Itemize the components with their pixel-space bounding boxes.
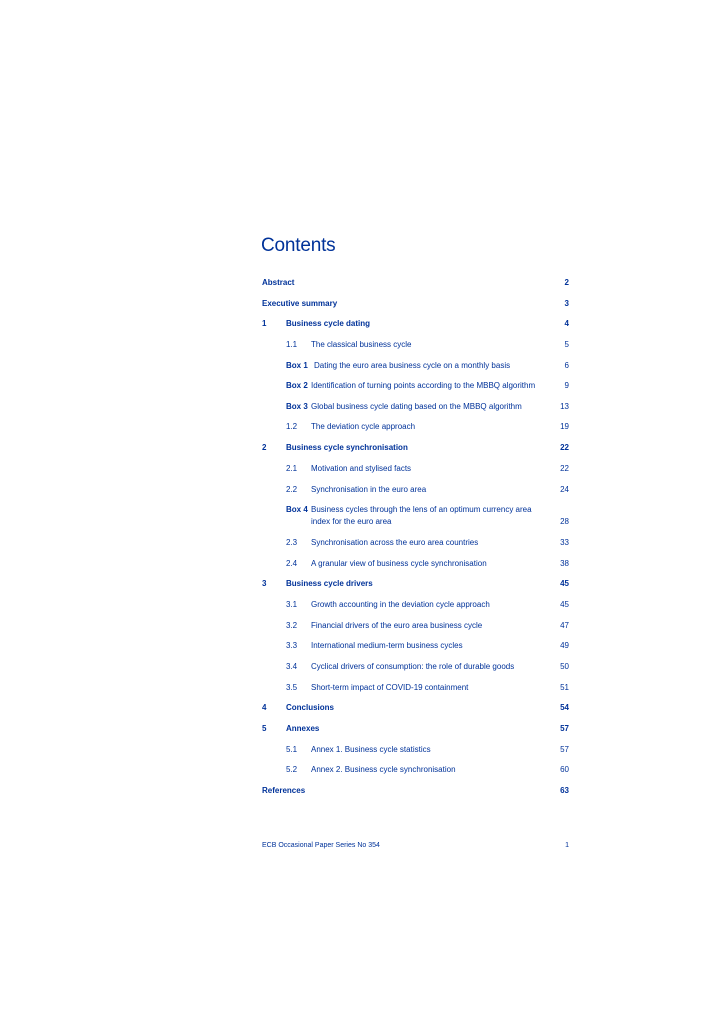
toc-entry-number: 1.1 — [286, 340, 298, 349]
toc-entry-number: 3.1 — [286, 600, 298, 609]
toc-entry-title: Conclusions — [286, 703, 335, 712]
toc-entry-page: 28 — [560, 517, 569, 526]
toc-entry-number: 5.1 — [286, 745, 298, 754]
toc-entry-page: 47 — [560, 621, 569, 630]
toc-entry-title: Global business cycle dating based on the MBBQ algorithm — [311, 402, 522, 411]
footer-series-label: ECB Occasional Paper Series No 354 — [262, 842, 380, 849]
toc-entry-number: 3 — [262, 579, 267, 588]
toc-entry-title: Short-term impact of COVID-19 containment — [311, 683, 469, 692]
toc-entry-page: 24 — [560, 485, 569, 494]
toc-entry-title: International medium-term business cycles — [311, 641, 463, 650]
toc-entry-title-continued: index for the euro area — [311, 517, 392, 526]
toc-entry-title: Annexes — [286, 724, 320, 733]
toc-entry-title: Business cycle dating — [286, 319, 371, 328]
toc-entry-title: Abstract — [262, 278, 295, 287]
toc-entry-page: 6 — [564, 361, 569, 370]
toc-entry-number: 2 — [262, 443, 267, 452]
toc-entry-title: References — [262, 786, 306, 795]
toc-entry-number: 1.2 — [286, 422, 298, 431]
toc-entry-title: Growth accounting in the deviation cycle approach — [311, 600, 490, 609]
toc-entry-number: 3.5 — [286, 683, 298, 692]
toc-entry-page: 19 — [560, 422, 569, 431]
toc-entry-number: 3.3 — [286, 641, 298, 650]
toc-entry-box-4[interactable] — [0, 504, 724, 528]
toc-entry-title: Annex 1. Business cycle statistics — [311, 745, 431, 754]
footer-page-number: 1 — [565, 842, 569, 849]
toc-entry-page: 22 — [560, 464, 569, 473]
toc-entry-title: Synchronisation in the euro area — [311, 485, 427, 494]
toc-entry-page: 33 — [560, 538, 569, 547]
toc-entry-title: Annex 2. Business cycle synchronisation — [311, 765, 456, 774]
toc-entry-page: 2 — [564, 278, 569, 287]
toc-entry-page: 4 — [564, 319, 569, 328]
toc-entry-title: Business cycles through the lens of an optimum currency area — [311, 505, 532, 514]
toc-entry-box-label: Box 1 — [286, 361, 308, 370]
toc-entry-title: Business cycle synchronisation — [286, 443, 408, 452]
toc-entry-page: 49 — [560, 641, 569, 650]
toc-entry-number: 5.2 — [286, 765, 298, 774]
toc-entry-title: Dating the euro area business cycle on a monthly basis — [314, 361, 511, 370]
toc-entry-page: 60 — [560, 765, 569, 774]
page-title: Contents — [261, 235, 336, 256]
toc-entry-page: 63 — [560, 786, 569, 795]
toc-entry-number: 5 — [262, 724, 267, 733]
toc-entry-page: 45 — [560, 600, 569, 609]
toc-entry-page: 38 — [560, 559, 569, 568]
toc-entry-number: 4 — [262, 703, 267, 712]
toc-entry-number: 3.2 — [286, 621, 298, 630]
toc-entry-number: 1 — [262, 319, 267, 328]
toc-entry-number: 2.2 — [286, 485, 298, 494]
toc-entry-page: 57 — [560, 745, 569, 754]
toc-entry-title: Synchronisation across the euro area countries — [311, 538, 479, 547]
toc-entry-page: 13 — [560, 402, 569, 411]
toc-entry-title: Executive summary — [262, 299, 338, 308]
toc-entry-number: 2.1 — [286, 464, 298, 473]
toc-entry-page: 5 — [564, 340, 569, 349]
toc-entry-page: 9 — [564, 381, 569, 390]
toc-entry-title: The deviation cycle approach — [311, 422, 416, 431]
toc-entry-page: 54 — [560, 703, 569, 712]
toc-entry-box-label: Box 2 — [286, 381, 308, 390]
toc-entry-title: Business cycle drivers — [286, 579, 373, 588]
toc-entry-page: 3 — [564, 299, 569, 308]
toc-entry-title: Cyclical drivers of consumption: the role of durable goods — [311, 662, 515, 671]
toc-entry-title: The classical business cycle — [311, 340, 412, 349]
toc-entry-box-label: Box 3 — [286, 402, 308, 411]
toc-entry-page: 45 — [560, 579, 569, 588]
toc-entry-title: Motivation and stylised facts — [311, 464, 412, 473]
toc-entry-page: 57 — [560, 724, 569, 733]
toc-entry-title: Identification of turning points according to the MBBQ algorithm — [311, 381, 536, 390]
toc-entry-title: Financial drivers of the euro area business cycle — [311, 621, 483, 630]
toc-entry-box-label: Box 4 — [286, 505, 308, 514]
toc-entry-number: 3.4 — [286, 662, 298, 671]
toc-entry-number: 2.3 — [286, 538, 298, 547]
toc-entry-page: 22 — [560, 443, 569, 452]
toc-entry-page: 50 — [560, 662, 569, 671]
toc-entry-page: 51 — [560, 683, 569, 692]
toc-entry-title: A granular view of business cycle synchronisation — [311, 559, 487, 568]
toc-entry-number: 2.4 — [286, 559, 298, 568]
